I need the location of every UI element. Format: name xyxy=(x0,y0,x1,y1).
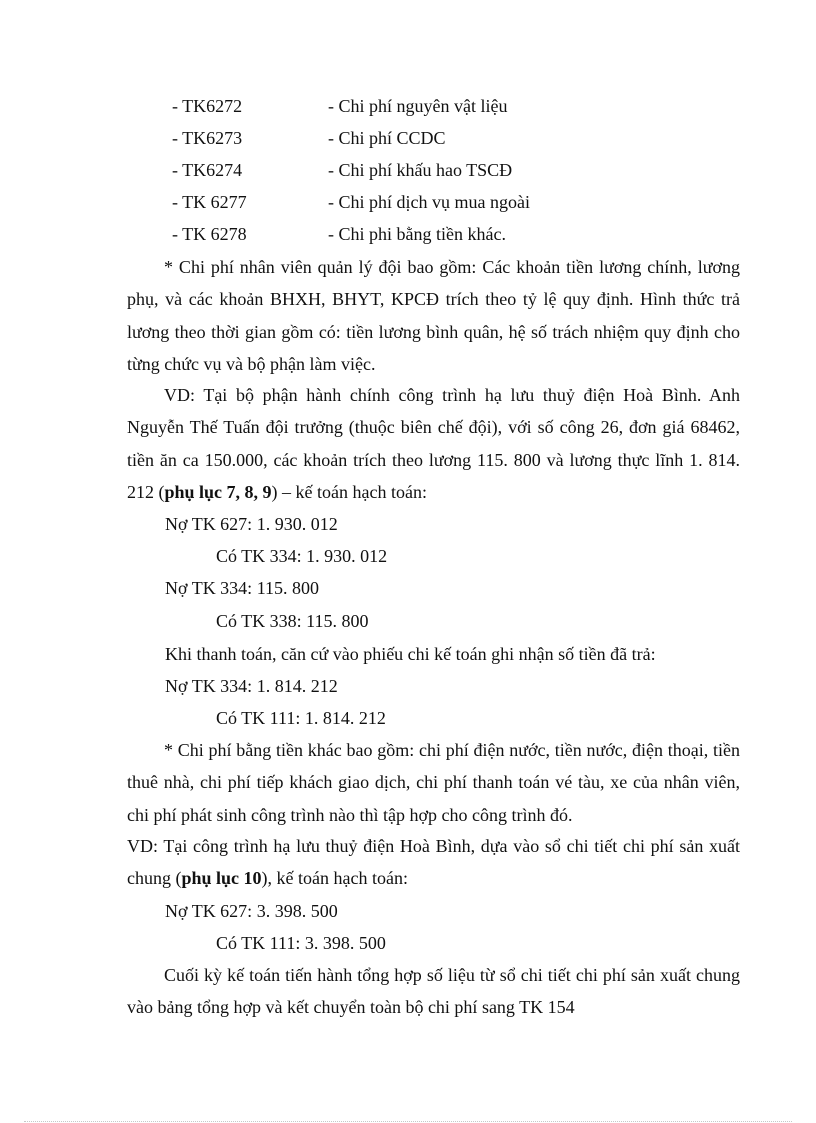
account-description: - Chi phí nguyên vật liệu xyxy=(328,96,508,116)
appendix-reference: phụ lục 7, 8, 9 xyxy=(164,482,272,503)
payment-note: Khi thanh toán, căn cứ vào phiếu chi kế toán ghi nhận số tiền đã trả: xyxy=(165,644,656,664)
account-description: - Chi phí khấu hao TSCĐ xyxy=(328,160,513,180)
credit-entry: Có TK 338: 115. 800 xyxy=(216,611,369,631)
credit-entry: Có TK 111: 1. 814. 212 xyxy=(216,708,386,728)
page-separator xyxy=(24,1121,792,1122)
staff-cost-paragraph: * Chi phí nhân viên quản lý đội bao gồm: Các khoản tiền lương chính, lương phụ, và các khoản BHXH, BHYT, KPCĐ trích theo tỷ lệ quy định. Hình thức trả lương theo thời gian gồm có: tiền lương bình quân, hệ số trách nhiệm quy định cho từng chức vụ và bộ phận làm việc. xyxy=(127,257,740,375)
example-paragraph xyxy=(127,830,740,895)
account-code: - TK6273 xyxy=(172,128,243,148)
debit-entry: Nợ TK 627: 3. 398. 500 xyxy=(165,901,338,921)
example-text: VD: Tại bộ phận hành chính công trình hạ lưu thuỷ điện Hoà Bình. Anh Nguyễn Thế Tuấn đội trưởng (thuộc biên chế đội), với số công 26, đơn giá 68462, tiền ăn ca 150.000, các khoản trích theo lương 115. 800 và lương thực lĩnh 1. 814. 212 ( xyxy=(127,385,740,503)
example-text: VD: Tại công trình hạ lưu thuỷ điện Hoà Bình, dựa vào sổ chi tiết chi phí sản xuất chung ( xyxy=(127,836,740,889)
closing-paragraph: Cuối kỳ kế toán tiến hành tổng hợp số liệu từ sổ chi tiết chi phí sản xuất chung vào bảng tổng hợp và kết chuyển toàn bộ chi phí sang TK 154 xyxy=(127,965,740,1018)
account-description: - Chi phí CCDC xyxy=(328,128,446,148)
other-cost-paragraph: * Chi phí bằng tiền khác bao gồm: chi phí điện nước, tiền nước, điện thoại, tiền thuê nhà, chi phí tiếp khách giao dịch, chi phí thanh toán vé tàu, xe của nhân viên, chi phí phát sinh công trình nào thì tập hợp cho công trình đó. xyxy=(127,740,740,825)
account-description: - Chi phi bằng tiền khác. xyxy=(328,224,506,244)
account-code: - TK6274 xyxy=(172,160,243,180)
example-tail: ), kế toán hạch toán: xyxy=(261,868,408,889)
account-code: - TK 6277 xyxy=(172,192,247,212)
example-paragraph xyxy=(127,379,740,509)
debit-entry: Nợ TK 627: 1. 930. 012 xyxy=(165,514,338,534)
account-description: - Chi phí dịch vụ mua ngoài xyxy=(328,192,530,212)
credit-entry: Có TK 111: 3. 398. 500 xyxy=(216,933,386,953)
credit-entry: Có TK 334: 1. 930. 012 xyxy=(216,546,388,566)
debit-entry: Nợ TK 334: 115. 800 xyxy=(165,578,320,598)
example-tail: ) – kế toán hạch toán: xyxy=(271,482,427,503)
account-code: - TK 6278 xyxy=(172,224,247,244)
appendix-reference: phụ lục 10 xyxy=(181,868,262,889)
account-code: - TK6272 xyxy=(172,96,243,116)
debit-entry: Nợ TK 334: 1. 814. 212 xyxy=(165,676,338,696)
